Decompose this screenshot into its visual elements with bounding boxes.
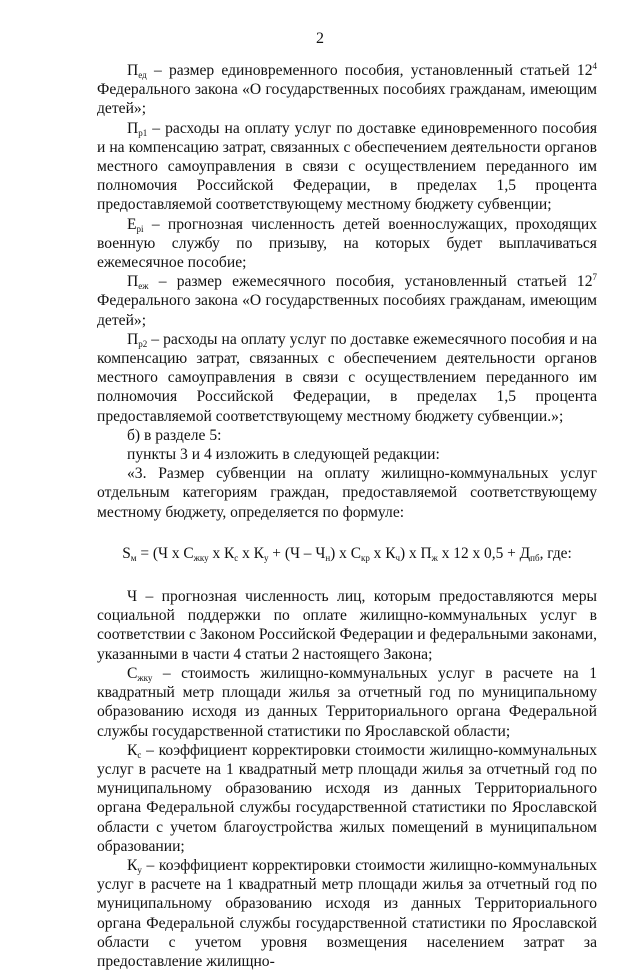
paragraph-p-r1: $П_{р1}$ – расходы на оплату услуг по доставке единовременного пособия и на компенсацию затрат, связанных с обеспечением деятельности органов местного самоуправления в связи с осуществлением переданного им полномочия Российской Федерации, в пределах 1,5 процента предоставляемой соответствующему местному бюджету субвенции; [97, 119, 597, 214]
formula: $S_м = (Ч$ х $С_{жку}$ х $К_с$ х $К_у + (Ч - Ч_н)$ х $С_{кр}$ х $К_ч$) х $П_ж$ х 12 х $0,5 + Д_{пб}$, где: [122, 544, 572, 563]
paragraph-p-ezh: $П_{еж}$ – размер ежемесячного пособия, установленный статьей $12^7$ Федерального закона «О государственных пособиях гражданам, имеющим детей»; [97, 272, 597, 329]
paragraph-s-zhku: $С_{жку}$ – стоимость жилищно-коммунальных услуг в расчете на 1 квадратный метр площади жилья за отчетный год по муниципальному образованию исходя из данных Территориального органа Федеральной службы государственной статистики по Ярославской области; [97, 664, 597, 740]
page-number: 2 [316, 30, 324, 47]
section-line: б) в разделе 5: [127, 426, 222, 444]
point3-intro: «3. Размер субвенции на оплату жилищно-коммунальных услуг отдельным категориям граждан, предоставляемой соответствующему местному бюджету, определяется по формуле: [97, 465, 597, 521]
paragraph-ch: Ч – прогнозная численность лиц, которым предоставляются меры социальной поддержки по оплате жилищно-коммунальных услуг в соответствии с Законом Российской Федерации и федеральными законами, указанными в части 4 статьи 2 настоящего Закона; [97, 588, 597, 663]
paragraph-k-s: $К_с$ – коэффициент корректировки стоимости жилищно-коммунальных услуг в расчете на 1 квадратный метр площади жилья за отчетный год по муниципальному образованию исходя из данных Территориального органа Федеральной службы государственной статистики по Ярославской области с учетом благоустройства жилых помещений в муниципальном образовании; [97, 741, 597, 855]
paragraph-p-ed: $П_{ед}$ – размер единовременного пособия, установленный статьей $12^4$ Федерального закона «О государственных пособиях гражданам, имеющим детей»; [97, 61, 597, 118]
items-line: пункты 3 и 4 изложить в следующей редакции: [127, 446, 440, 464]
paragraph-k-u: $К_у$ – коэффициент корректировки стоимости жилищно-коммунальных услуг в расчете на 1 квадратный метр площади жилья за отчетный год по муниципальному образованию исходя из данных Территориального органа Федеральной службы государственной статистики по Ярославской области с учетом уровня возмещения населением затрат за предоставление жилищно- [97, 856, 597, 970]
paragraph-p-r2: $П_{р2}$ – расходы на оплату услуг по доставке ежемесячного пособия и на компенсацию затрат, связанных с обеспечением деятельности органов местного самоуправления в связи с осуществлением переданного им полномочия Российской Федерации, в пределах 1,5 процента предоставляемой соответствующему местному бюджету субвенции.»; [97, 330, 597, 425]
document-body [97, 61, 597, 971]
paragraph-e-ri: $Е_{рi}$ – прогнозная численность детей военнослужащих, проходящих военную службу по призыву, на которых будет выплачиваться ежемесячное пособие; [97, 215, 597, 272]
